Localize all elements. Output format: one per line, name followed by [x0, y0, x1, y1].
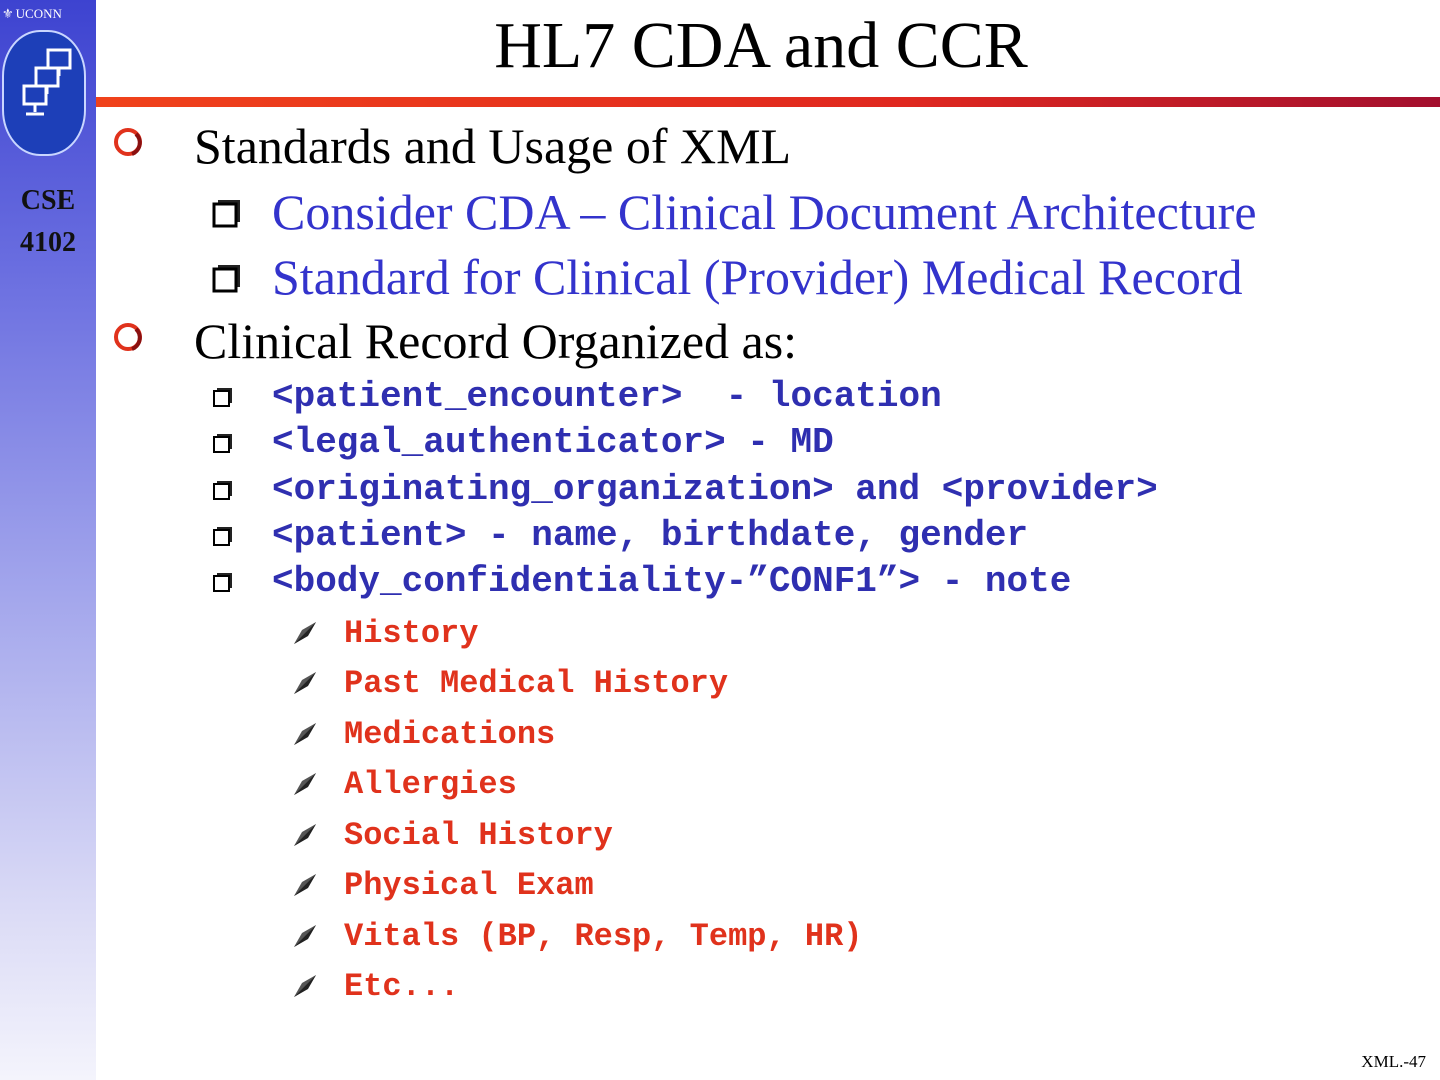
uconn-brand: [2, 4, 84, 24]
square-bullet-icon: [212, 572, 234, 594]
code-bullet-text: <body_confidentiality-”CONF1”> - note: [272, 561, 1072, 602]
sidebar: [0, 0, 96, 1080]
arrow-bullet-icon: [292, 771, 318, 797]
arrow-bullet-text: Etc...: [344, 968, 460, 1005]
square-bullet-icon: [212, 387, 234, 409]
uconn-brand-text: UCONN: [15, 6, 62, 21]
code-bullet-text: <patient_encounter> - location: [272, 376, 942, 417]
arrow-bullet-icon: [292, 872, 318, 898]
network-computers-icon: [4, 32, 88, 158]
cse-logo: [2, 30, 86, 156]
square-bullet-icon: [212, 433, 234, 455]
arrow-bullet-icon: [292, 973, 318, 999]
square-bullet-icon: [212, 263, 242, 293]
bullet-text: Standards and Usage of XML: [194, 118, 792, 174]
arrow-bullet-icon: [292, 822, 318, 848]
code-bullet-text: <patient> - name, birthdate, gender: [272, 515, 1029, 556]
course-code-line1: CSE: [20, 185, 76, 216]
slide-title: HL7 CDA and CCR: [494, 9, 1028, 82]
page-number: XML.-47: [1361, 1052, 1426, 1071]
arrow-bullet-text: Past Medical History: [344, 665, 729, 702]
arrow-bullet-text: Vitals (BP, Resp, Temp, HR): [344, 918, 863, 955]
hollow-circle-bullet-icon: [112, 126, 152, 166]
square-bullet-icon: [212, 480, 234, 502]
arrow-bullet-text: Allergies: [344, 766, 517, 803]
arrow-bullet-text: History: [344, 615, 479, 652]
arrow-bullet-icon: [292, 721, 318, 747]
sub-bullet-text: Standard for Clinical (Provider) Medical Record: [272, 249, 1243, 305]
uconn-seal-icon: ⚜: [2, 6, 14, 21]
course-code-line2: 4102: [20, 227, 76, 258]
arrow-bullet-text: Medications: [344, 716, 556, 753]
arrow-bullet-icon: [292, 620, 318, 646]
arrow-bullet-text: Physical Exam: [344, 867, 594, 904]
code-bullet-text: <originating_organization> and <provider>: [272, 469, 1158, 510]
code-bullet-text: <legal_authenticator> - MD: [272, 422, 834, 463]
arrow-bullet-text: Social History: [344, 817, 613, 854]
arrow-bullet-icon: [292, 670, 318, 696]
bullet-text: Clinical Record Organized as:: [194, 313, 798, 369]
hollow-circle-bullet-icon: [112, 321, 152, 361]
title-divider: [96, 97, 1440, 107]
square-bullet-icon: [212, 198, 242, 228]
course-code: [0, 180, 96, 264]
sub-bullet-text: Consider CDA – Clinical Document Architecture: [272, 184, 1257, 240]
arrow-bullet-icon: [292, 923, 318, 949]
square-bullet-icon: [212, 526, 234, 548]
